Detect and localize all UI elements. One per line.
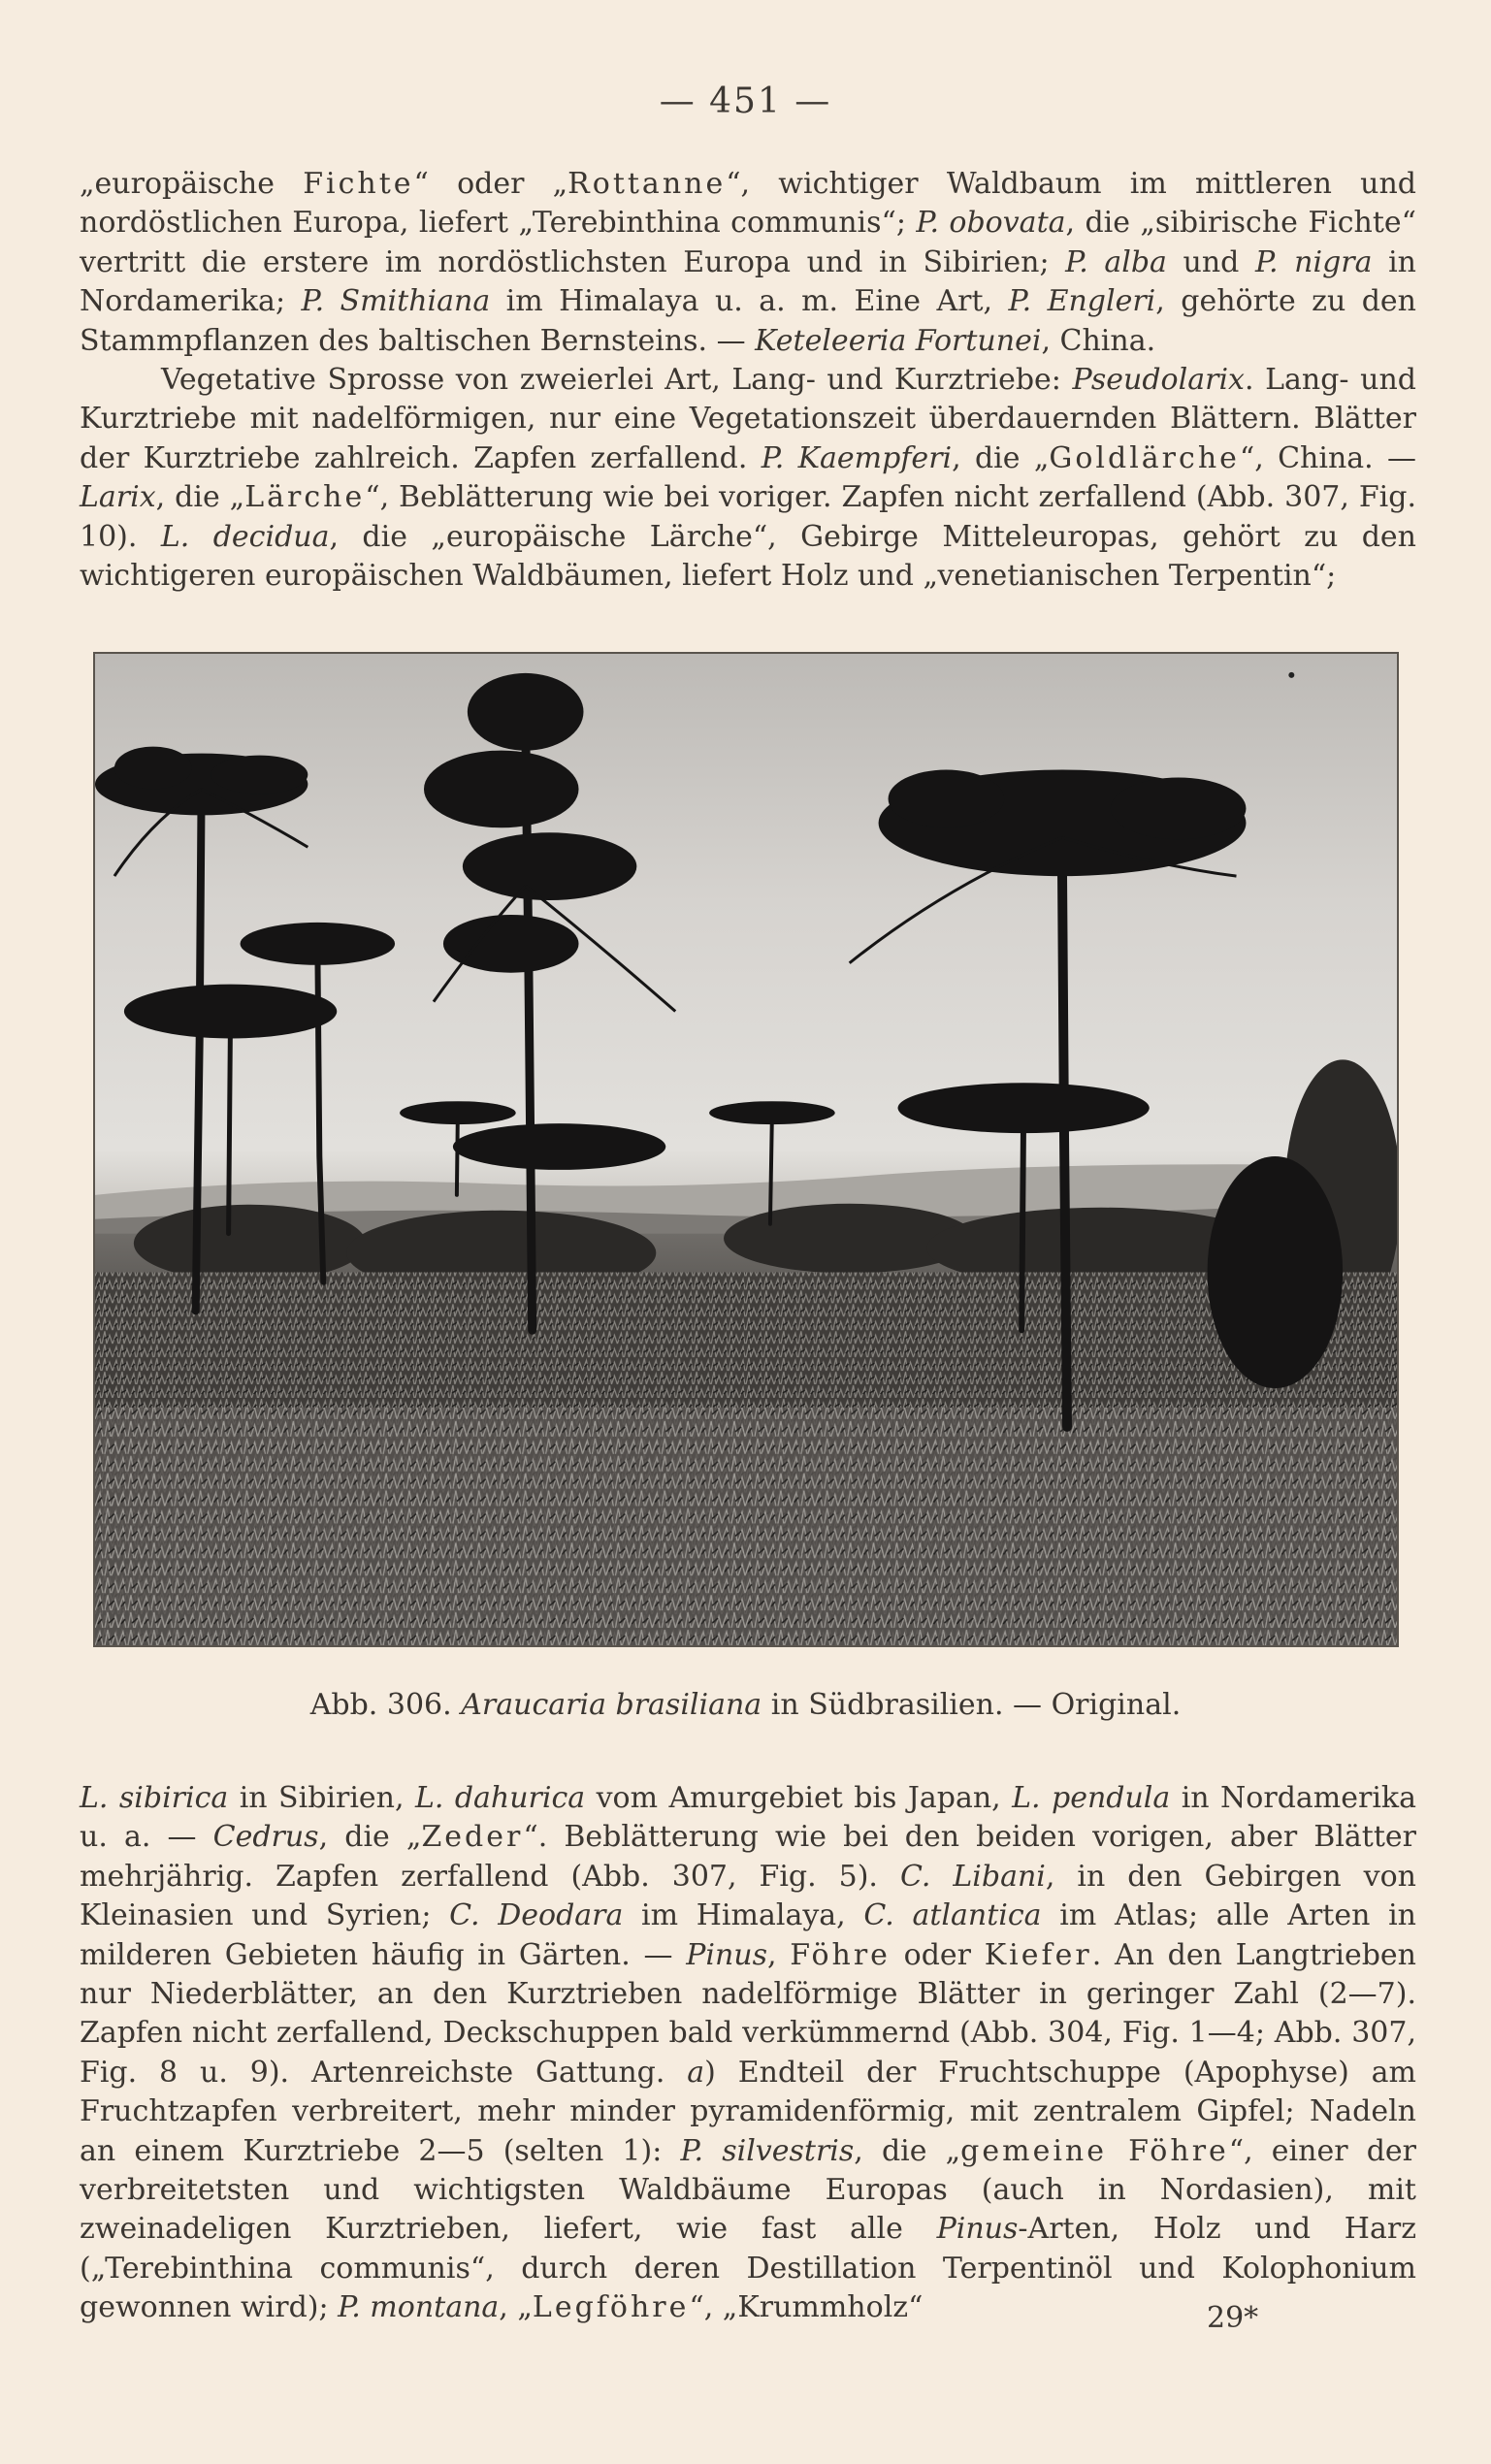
italic-taxon: P. obovata bbox=[916, 206, 1066, 241]
page-number: — 451 — bbox=[659, 81, 832, 121]
italic-taxon: P. alba bbox=[1065, 244, 1167, 279]
italic-taxon: P. Engleri bbox=[1008, 284, 1156, 319]
spaced-common-name: Legföhre bbox=[532, 2290, 690, 2325]
spaced-common-name: Goldlärche bbox=[1049, 440, 1240, 475]
caption-species: Araucaria brasiliana bbox=[461, 1688, 762, 1722]
spaced-common-name: Zeder bbox=[421, 1820, 524, 1855]
spaced-common-name: Lärche bbox=[244, 480, 366, 515]
text-run: im Atlas; alle Arten in milderen Gebieten häufig in Gärten. — bbox=[80, 1898, 1417, 1972]
text-run: . An den Langtrieben nur Niederblätter, an den Kurztrieben nadelförmige Blätter in geringer Zahl (2—7). Zapfen nicht zerfallend, Deckschuppen bald verkümmernd (Abb. 304, Fig. 1—4; Abb. 307, Fig. 8 u. 9). Artenreichste Gattung. bbox=[80, 1937, 1416, 2090]
text-run: Vegetative Sprosse von zweierlei Art, Lang- und Kurztriebe: bbox=[161, 363, 1073, 398]
italic-taxon: Keteleeria Fortunei bbox=[755, 323, 1042, 358]
text-run: “, einer der verbreitetsten und wichtigsten Waldbäume Europas (auch in Nordasien), mit zweinadeligen Kurztrieben, liefert, wie fast alle bbox=[80, 2133, 1416, 2247]
text-run: “, wichtiger Waldbaum im mittleren und nordöstlichen Europa, liefert „Terebinthina communis“; bbox=[80, 167, 1417, 241]
signature-mark: 29* bbox=[1207, 2301, 1259, 2335]
italic-taxon: Pinus bbox=[936, 2212, 1019, 2247]
text-run: , gehörte zu den Stammpflanzen des baltischen Bernsteins. — bbox=[80, 284, 1416, 358]
figure-photo-araucaria bbox=[93, 652, 1399, 1647]
italic-taxon: a bbox=[687, 2055, 705, 2090]
italic-taxon: P. Kaempferi bbox=[761, 440, 953, 475]
italic-taxon: L. sibirica bbox=[80, 1781, 229, 1815]
text-run: und bbox=[1166, 244, 1255, 279]
text-run: , in den Gebirgen von Kleinasien und Syrien; bbox=[80, 1859, 1416, 1933]
text-run: “ oder „ bbox=[413, 167, 568, 201]
text-run: vom Amurgebiet bis Japan, bbox=[585, 1781, 1013, 1815]
text-run: oder bbox=[890, 1937, 985, 1972]
text-run: “. Beblätterung wie bei den beiden vorigen, aber Blätter mehrjährig. Zapfen zerfallend (Abb. 307, Fig. 5). bbox=[80, 1820, 1417, 1894]
italic-taxon: P. silvestris bbox=[680, 2133, 855, 2168]
italic-taxon: C. atlantica bbox=[863, 1898, 1042, 1933]
italic-taxon: P. nigra bbox=[1254, 244, 1373, 279]
italic-taxon: L. pendula bbox=[1012, 1781, 1171, 1815]
caption-prefix: Abb. 306. bbox=[309, 1688, 452, 1722]
italic-taxon: C. Libani bbox=[899, 1859, 1046, 1894]
text-run: in Nordamerika; bbox=[80, 244, 1417, 319]
spaced-common-name: Föhre bbox=[790, 1937, 891, 1972]
text-run: im Himalaya u. a. m. Eine Art, bbox=[490, 284, 1009, 319]
text-run: -Arten, Holz und Harz („Terebinthina communis“, durch deren Destillation Terpentinöl und Kolophonium gewonnen wird); bbox=[80, 2212, 1416, 2325]
italic-taxon: Larix bbox=[80, 480, 156, 515]
text-run: ) Endteil der Fruchtschuppe (Apophyse) am Fruchtzapfen verbreitert, mehr minder pyramidenförmig, mit zentralem Gipfel; Nadeln an einem Kurztriebe 2—5 (selten 1): bbox=[80, 2055, 1417, 2168]
italic-taxon: P. montana bbox=[338, 2290, 500, 2325]
figure-caption bbox=[0, 1688, 1491, 1722]
italic-taxon: Pseudolarix bbox=[1072, 363, 1245, 398]
spaced-common-name: gemeine Föhre bbox=[960, 2133, 1229, 2168]
italic-taxon: L. dahurica bbox=[414, 1781, 586, 1815]
text-run: , China. bbox=[1041, 323, 1156, 358]
text-run: im Himalaya, bbox=[623, 1898, 864, 1933]
italic-taxon: L. decidua bbox=[160, 519, 330, 554]
text-run: in Sibirien, bbox=[228, 1781, 415, 1815]
text-run: “, China. — bbox=[1239, 440, 1416, 475]
text-run: . Lang- und Kurztriebe mit nadelförmigen, nur eine Vegetationszeit überdauernden Blättern. Blätter der Kurztriebe zahlreich. Zapfen zerfallend. bbox=[80, 363, 1416, 475]
text-run: , die „sibirische Fichte“ vertritt die erstere im nordöstlichsten Europa und in Sibirien; bbox=[80, 206, 1416, 279]
text-run: in Nordamerika u. a. — bbox=[80, 1781, 1416, 1855]
italic-taxon: P. Smithiana bbox=[301, 284, 491, 319]
text-run: , die „europäische Lärche“, Gebirge Mitteleuropas, gehört zu den wichtigeren europäischen Waldbäumen, liefert Holz und „venetianischen Terpentin“; bbox=[80, 519, 1417, 594]
italic-taxon: Cedrus bbox=[212, 1820, 319, 1855]
italic-taxon: C. Deodara bbox=[449, 1898, 624, 1933]
text-run: , die „ bbox=[155, 480, 245, 515]
text-run: , bbox=[767, 1937, 791, 1972]
paragraph-3 bbox=[80, 1779, 1416, 2328]
text-run: „europäische bbox=[80, 167, 304, 201]
text-run: , die „ bbox=[854, 2133, 961, 2168]
paragraph-1 bbox=[80, 165, 1416, 361]
text-block-bottom bbox=[80, 1779, 1416, 2328]
araucaria-photo-illustration bbox=[95, 654, 1397, 1645]
paragraph-2 bbox=[80, 361, 1416, 596]
text-block-top bbox=[80, 165, 1416, 596]
text-run: , die „ bbox=[318, 1820, 422, 1855]
italic-taxon: Pinus bbox=[686, 1937, 768, 1972]
text-run: , die „ bbox=[952, 440, 1050, 475]
caption-suffix: in Südbrasilien. — Original. bbox=[770, 1688, 1182, 1722]
text-run: “, Beblätterung wie bei voriger. Zapfen nicht zerfallend (Abb. 307, Fig. 10). bbox=[80, 480, 1416, 554]
spaced-common-name: Kiefer bbox=[984, 1937, 1092, 1972]
text-run: “, „Krummholz“ bbox=[689, 2290, 924, 2325]
text-run: , „ bbox=[499, 2290, 533, 2325]
spaced-common-name: Rottanne bbox=[567, 167, 727, 201]
spaced-common-name: Fichte bbox=[303, 167, 414, 201]
